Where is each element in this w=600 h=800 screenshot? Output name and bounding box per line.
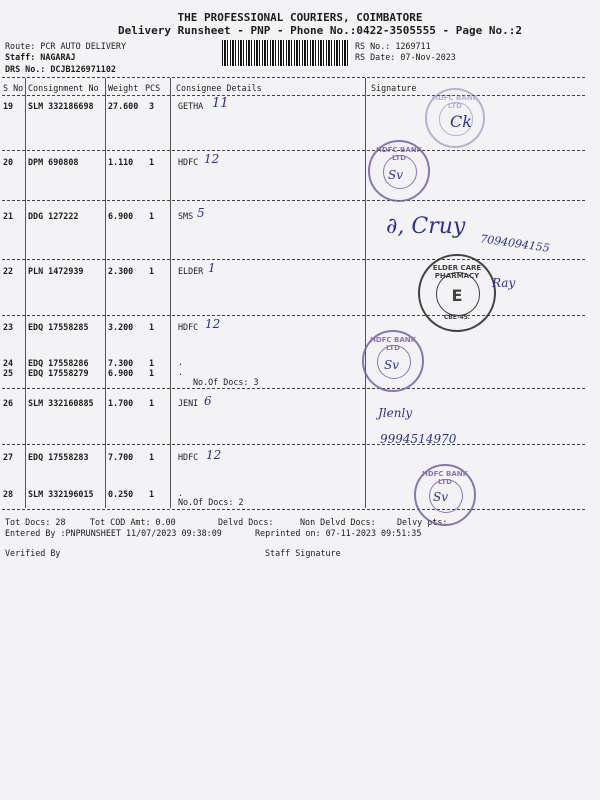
row-rule bbox=[2, 259, 585, 260]
delivered-docs: Delvd Docs: bbox=[218, 517, 274, 527]
row-sno: 20 bbox=[3, 157, 14, 167]
col-pcs: PCS bbox=[145, 83, 161, 93]
row-sno: 27 bbox=[3, 452, 14, 462]
row-weight: 3.200 bbox=[108, 322, 134, 332]
row-pcs: 3 bbox=[149, 101, 155, 111]
route-label: Route: PCR AUTO DELIVERY bbox=[5, 41, 127, 51]
row-weight: 7.300 bbox=[108, 358, 134, 368]
entered-by: Entered By :PNPRUNSHEET 11/07/2023 09:38:09 bbox=[5, 528, 222, 538]
row-consignment: SLM 332186698 bbox=[28, 101, 94, 111]
stamp-text: HDFC BANK LTD bbox=[431, 94, 479, 110]
row-sno: 24 bbox=[3, 358, 14, 368]
row-pcs: 1 bbox=[149, 368, 155, 378]
runsheet-subtitle: Delivery Runsheet - PNP - Phone No.:0422-3505555 - Page No.:2 bbox=[118, 24, 522, 37]
handwritten-count: 5 bbox=[197, 206, 205, 220]
row-consignee: . bbox=[178, 357, 184, 367]
signature-row-22: Ray bbox=[492, 276, 516, 290]
total-docs: Tot Docs: 28 bbox=[5, 517, 66, 527]
row-consignment: EDQ 17558283 bbox=[28, 452, 89, 462]
row-pcs: 1 bbox=[149, 266, 155, 276]
row-weight: 6.900 bbox=[108, 368, 134, 378]
row-pcs: 1 bbox=[149, 322, 155, 332]
row-consignee: HDFC bbox=[178, 322, 199, 332]
stamp-text: HDFC BANK LTD bbox=[369, 336, 417, 352]
row-sno: 28 bbox=[3, 489, 14, 499]
staff-label: Staff: NAGARAJ bbox=[5, 52, 76, 62]
signature-row-21: ∂, Cruy bbox=[386, 214, 466, 239]
handwritten-count: 6 bbox=[204, 394, 212, 408]
signature-row-20: Sv bbox=[388, 168, 403, 182]
col-consignment: Consignment No bbox=[28, 83, 99, 93]
signature-row-26: Jlenly bbox=[378, 406, 413, 420]
handwritten-count: 11 bbox=[212, 96, 229, 111]
verified-by: Verified By bbox=[5, 548, 61, 558]
row-sno: 21 bbox=[3, 211, 14, 221]
row-pcs: 1 bbox=[149, 489, 155, 499]
signature-row-28: Sv bbox=[433, 490, 448, 504]
row-pcs: 1 bbox=[149, 358, 155, 368]
row-consignment: SLM 332196015 bbox=[28, 489, 94, 499]
row-consignment: DDG 127222 bbox=[28, 211, 79, 221]
rs-number: RS No.: 1269711 bbox=[355, 41, 431, 51]
company-title: THE PROFESSIONAL COURIERS, COIMBATORE bbox=[177, 11, 423, 24]
handwritten-count: 12 bbox=[204, 152, 220, 166]
row-consignee: . bbox=[178, 367, 184, 377]
row-pcs: 1 bbox=[149, 157, 155, 167]
row-weight: 1.110 bbox=[108, 157, 134, 167]
handwritten-phone-1: 7094094155 bbox=[479, 232, 551, 255]
row-consignment: SLM 332160885 bbox=[28, 398, 94, 408]
handwritten-count: 12 bbox=[205, 317, 221, 331]
row-consignee: GETHA bbox=[178, 101, 204, 111]
row-pcs: 1 bbox=[149, 398, 155, 408]
rs-date: RS Date: 07-Nov-2023 bbox=[355, 52, 456, 62]
table-bottom-rule bbox=[2, 509, 585, 510]
row-weight: 7.700 bbox=[108, 452, 134, 462]
row-weight: 1.700 bbox=[108, 398, 134, 408]
row-rule bbox=[2, 150, 585, 151]
col-weight: Weight bbox=[108, 83, 139, 93]
row-rule bbox=[2, 315, 585, 316]
row-sno: 19 bbox=[3, 101, 14, 111]
drs-number: DRS No.: DCJB126971102 bbox=[5, 64, 116, 74]
row-consignee: HDFC bbox=[178, 157, 199, 167]
non-delivered-docs: Non Delvd Docs: bbox=[300, 517, 376, 527]
no-of-docs-group-1: No.Of Docs: 3 bbox=[193, 377, 259, 387]
handwritten-count: 1 bbox=[208, 261, 216, 275]
header-rule-top bbox=[2, 77, 585, 78]
delivery-points: Delvy pts: bbox=[397, 517, 448, 527]
row-consignment: PLN 1472939 bbox=[28, 266, 84, 276]
signature-row-23: Sv bbox=[384, 358, 399, 372]
row-sno: 23 bbox=[3, 322, 14, 332]
stamp-text: HDFC BANK LTD bbox=[375, 146, 423, 162]
stamp-logo: E bbox=[451, 286, 463, 305]
row-consignee: SMS bbox=[178, 211, 194, 221]
header-rule-bottom bbox=[2, 95, 585, 96]
row-pcs: 1 bbox=[149, 211, 155, 221]
total-cod-amount: Tot COD Amt: 0.00 bbox=[90, 517, 176, 527]
row-pcs: 1 bbox=[149, 452, 155, 462]
row-weight: 27.600 bbox=[108, 101, 139, 111]
row-consignee: . bbox=[178, 488, 184, 498]
row-rule bbox=[2, 388, 585, 389]
row-sno: 25 bbox=[3, 368, 14, 378]
signature-row-19: Ck bbox=[450, 112, 472, 131]
reprinted-on: Reprinted on: 07-11-2023 09:51:35 bbox=[255, 528, 422, 538]
row-sno: 26 bbox=[3, 398, 14, 408]
row-consignee: ELDER bbox=[178, 266, 204, 276]
no-of-docs-group-2: No.Of Docs: 2 bbox=[178, 497, 244, 507]
handwritten-count: 12 bbox=[206, 448, 222, 462]
row-sno: 22 bbox=[3, 266, 14, 276]
row-rule bbox=[2, 444, 585, 445]
row-consignee: JENI bbox=[178, 398, 199, 408]
row-weight: 2.300 bbox=[108, 266, 134, 276]
handwritten-phone-2: 9994514970 bbox=[380, 432, 457, 446]
stamp-text: ELDER CARE PHARMACY bbox=[432, 264, 482, 280]
col-consignee: Consignee Details bbox=[176, 83, 262, 93]
col-signature: Signature bbox=[371, 83, 417, 93]
row-rule bbox=[2, 200, 585, 201]
col-sno: S No bbox=[3, 83, 24, 93]
row-consignment: DPM 690808 bbox=[28, 157, 79, 167]
row-weight: 6.900 bbox=[108, 211, 134, 221]
staff-signature-label: Staff Signature bbox=[265, 548, 341, 558]
barcode bbox=[222, 40, 350, 66]
row-consignment: EDQ 17558286 bbox=[28, 358, 89, 368]
row-weight: 0.250 bbox=[108, 489, 134, 499]
row-consignment: EDQ 17558285 bbox=[28, 322, 89, 332]
row-consignee: HDFC bbox=[178, 452, 199, 462]
stamp-text: HDFC BANK LTD bbox=[421, 470, 469, 486]
stamp-text: CBE-45. bbox=[443, 314, 471, 321]
elder-care-stamp bbox=[418, 254, 496, 332]
row-consignment: EDQ 17558279 bbox=[28, 368, 89, 378]
